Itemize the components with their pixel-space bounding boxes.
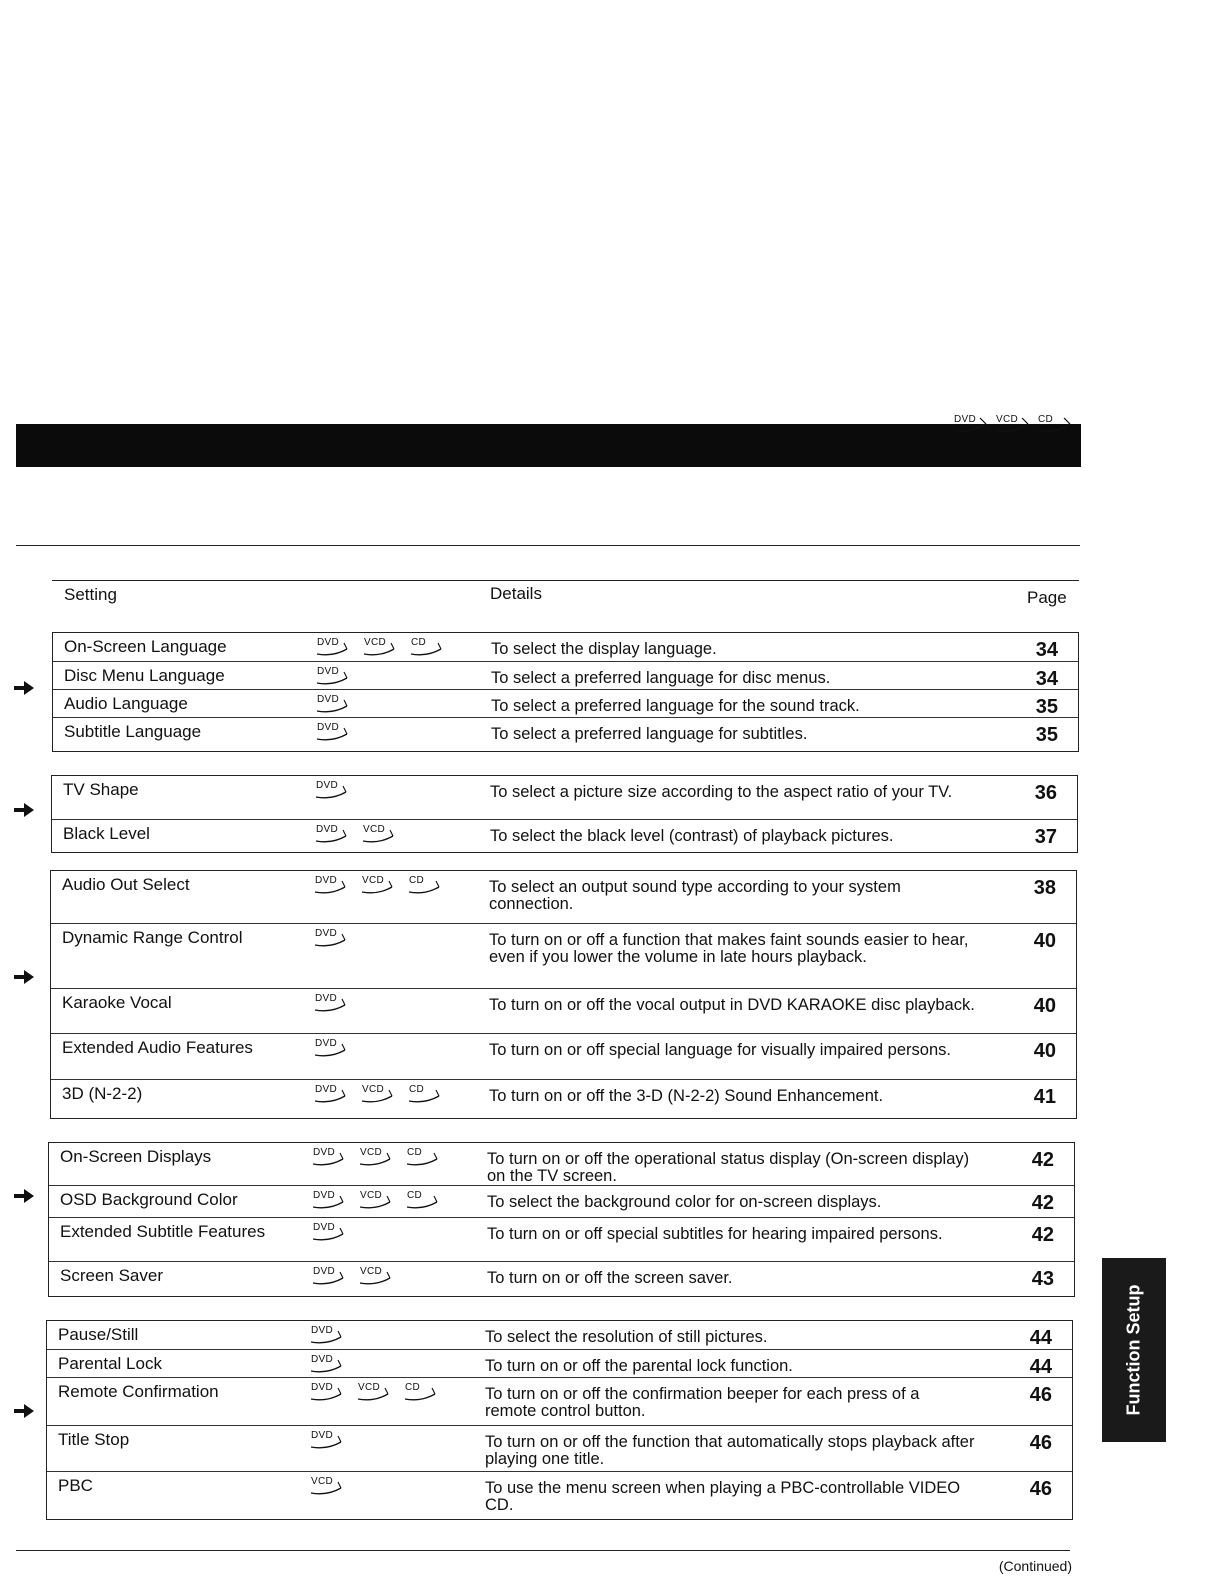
disc-badge: DVD (314, 780, 352, 800)
disc-type-badges (313, 993, 351, 1013)
disc-type-badges (315, 694, 353, 714)
disc-type-badges (311, 1190, 443, 1210)
disc-type-badges (314, 824, 399, 844)
disc-type-badges (309, 1354, 347, 1374)
table-row (52, 776, 1077, 819)
disc-type-badges (313, 1084, 445, 1104)
table-row (49, 1143, 1074, 1185)
disc-badge: VCD (362, 637, 400, 657)
setting-name: OSD Background Color (60, 1190, 238, 1209)
table-row (51, 871, 1076, 923)
page-number: 37 (1034, 826, 1057, 848)
arrow-right-icon (12, 802, 36, 818)
disc-badge: DVD (313, 1038, 351, 1058)
disc-badge: CD (1036, 414, 1074, 434)
setting-name: Pause/Still (58, 1325, 139, 1344)
setting-name: Karaoke Vocal (62, 993, 172, 1012)
settings-group (48, 1142, 1075, 1297)
setting-details: To turn on or off a function that makes faint sounds easier to hear, even if you lower the volume in late hours playback. (489, 931, 969, 966)
disc-badge: DVD (311, 1190, 349, 1210)
setting-details: To turn on or off the confirmation beeper for each press of a remote control button. (485, 1385, 920, 1420)
divider (16, 1550, 1070, 1551)
setting-name: Dynamic Range Control (62, 928, 243, 947)
column-heading-setting: Setting (64, 585, 117, 604)
setting-name: Screen Saver (60, 1266, 163, 1285)
disc-badge: VCD (360, 875, 398, 895)
disc-badge: DVD (315, 637, 353, 657)
settings-group (51, 775, 1078, 853)
setting-name: Subtitle Language (64, 722, 202, 741)
disc-badge: CD (405, 1190, 443, 1210)
disc-type-badges (309, 1430, 347, 1450)
setting-name: PBC (58, 1476, 93, 1495)
setting-name: On-Screen Displays (60, 1147, 212, 1166)
page-number: 46 (1029, 1432, 1052, 1454)
setting-name: Title Stop (58, 1430, 130, 1449)
disc-badge: DVD (309, 1430, 347, 1450)
setting-name: Remote Confirmation (58, 1382, 219, 1401)
setting-details: To select a preferred language for the sound track. (491, 697, 860, 715)
page-number: 40 (1033, 930, 1056, 952)
settings-group (46, 1320, 1073, 1520)
setting-details: To select a preferred language for disc menus. (491, 669, 831, 687)
disc-type-badges (311, 1147, 443, 1167)
disc-type-badges (313, 928, 351, 948)
page-number: 44 (1029, 1356, 1052, 1378)
header-disc-badges (952, 414, 1074, 432)
disc-type-badges (315, 666, 353, 686)
disc-badge: CD (407, 1084, 445, 1104)
arrow-right-icon (12, 680, 36, 696)
disc-badge: DVD (315, 722, 353, 742)
setting-details: To select a picture size according to the aspect ratio of your TV. (490, 783, 953, 801)
page-number: 42 (1031, 1149, 1054, 1171)
arrow-right-icon (12, 1188, 36, 1204)
disc-badge: VCD (360, 1084, 398, 1104)
setting-details: To select the display language. (491, 640, 717, 658)
disc-badge: DVD (315, 666, 353, 686)
setting-name: Audio Language (64, 694, 188, 713)
table-row (49, 1261, 1074, 1299)
disc-badge: CD (403, 1382, 441, 1402)
table-row (47, 1377, 1072, 1426)
disc-type-badges (311, 1222, 349, 1242)
disc-type-badges (313, 1038, 351, 1058)
arrow-right-icon (12, 969, 36, 985)
page-number: 35 (1035, 724, 1058, 746)
continued-note: (Continued) (998, 1558, 1072, 1574)
disc-badge: VCD (994, 414, 1032, 434)
table-row (53, 633, 1078, 661)
disc-badge: DVD (309, 1382, 347, 1402)
page-number: 40 (1033, 995, 1056, 1017)
column-heading-details: Details (490, 584, 542, 603)
setting-name: TV Shape (63, 780, 139, 799)
disc-badge: DVD (952, 414, 990, 434)
disc-badge: CD (407, 875, 445, 895)
table-row (47, 1321, 1072, 1349)
table-row (51, 988, 1076, 1034)
disc-badge: DVD (311, 1147, 349, 1167)
table-row (51, 923, 1076, 989)
disc-type-badges (313, 875, 445, 895)
disc-badge: VCD (309, 1476, 347, 1496)
table-row (53, 717, 1078, 754)
arrow-right-icon (12, 1403, 36, 1419)
page-number: 43 (1031, 1268, 1054, 1290)
disc-badge: DVD (309, 1354, 347, 1374)
page-number: 40 (1033, 1040, 1056, 1062)
setting-name: Black Level (63, 824, 150, 843)
column-heading-page: Page (1027, 588, 1067, 607)
disc-badge: CD (409, 637, 447, 657)
setting-name: Extended Audio Features (62, 1038, 253, 1057)
section-tab (1102, 1258, 1166, 1442)
setting-details: To turn on or off the 3-D (N-2-2) Sound Enhancement. (489, 1087, 884, 1105)
setting-details: To turn on or off the vocal output in DVD KARAOKE disc playback. (489, 996, 975, 1014)
setting-details: To select an output sound type according to your system connection. (489, 878, 901, 913)
divider (16, 545, 1080, 546)
disc-type-badges (315, 722, 353, 742)
disc-badge: VCD (358, 1147, 396, 1167)
setting-name: 3D (N-2-2) (62, 1084, 143, 1103)
disc-type-badges (311, 1266, 396, 1286)
setting-details: To turn on or off the screen saver. (487, 1269, 733, 1287)
disc-badge: DVD (311, 1266, 349, 1286)
disc-type-badges (309, 1382, 441, 1402)
setting-details: To select a preferred language for subtitles. (491, 725, 808, 743)
disc-badge: DVD (311, 1222, 349, 1242)
page-number: 41 (1033, 1086, 1056, 1108)
setting-name: Audio Out Select (62, 875, 190, 894)
page-number: 44 (1029, 1327, 1052, 1349)
disc-type-badges (315, 637, 447, 657)
table-row (47, 1471, 1072, 1522)
disc-badge: DVD (313, 993, 351, 1013)
page-number: 38 (1033, 877, 1056, 899)
settings-group (52, 632, 1079, 752)
setting-details: To select the resolution of still pictures. (485, 1328, 768, 1346)
setting-name: On-Screen Language (64, 637, 227, 656)
page-number: 42 (1031, 1224, 1054, 1246)
disc-badge: DVD (313, 928, 351, 948)
page-number: 42 (1031, 1192, 1054, 1214)
table-row (49, 1185, 1074, 1218)
disc-badge: DVD (315, 694, 353, 714)
disc-badge: VCD (358, 1266, 396, 1286)
page-number: 34 (1035, 639, 1058, 661)
table-row (53, 661, 1078, 690)
setting-details: To select the background color for on-screen displays. (487, 1193, 882, 1211)
page-number: 36 (1034, 782, 1057, 804)
page-number: 34 (1035, 668, 1058, 690)
disc-badge: DVD (314, 824, 352, 844)
table-row (52, 819, 1077, 855)
table-row (47, 1425, 1072, 1472)
table-row (53, 689, 1078, 718)
setting-name: Disc Menu Language (64, 666, 225, 685)
table-row (51, 1033, 1076, 1080)
disc-badge: DVD (313, 875, 351, 895)
setting-name: Extended Subtitle Features (60, 1222, 266, 1241)
divider (52, 580, 1079, 581)
setting-details: To turn on or off the function that automatically stops playback after playing one title. (485, 1433, 975, 1468)
disc-badge: VCD (361, 824, 399, 844)
disc-badge: DVD (309, 1325, 347, 1345)
page-number: 46 (1029, 1478, 1052, 1500)
page-number: 46 (1029, 1384, 1052, 1406)
table-row (51, 1079, 1076, 1121)
disc-badge: VCD (358, 1190, 396, 1210)
table-row (49, 1217, 1074, 1262)
setting-details: To turn on or off special language for visually impaired persons. (489, 1041, 951, 1059)
setting-details: To use the menu screen when playing a PBC-controllable VIDEO CD. (485, 1479, 961, 1514)
section-header-bar (16, 424, 1081, 467)
section-tab-label: Function Setup (1123, 1284, 1144, 1416)
disc-type-badges (314, 780, 352, 800)
setting-details: To turn on or off the parental lock function. (485, 1357, 793, 1375)
disc-type-badges (309, 1325, 347, 1345)
setting-details: To turn on or off special subtitles for hearing impaired persons. (487, 1225, 943, 1243)
setting-details: To select the black level (contrast) of playback pictures. (490, 827, 894, 845)
page-number: 35 (1035, 696, 1058, 718)
disc-badge: CD (405, 1147, 443, 1167)
disc-badge: VCD (356, 1382, 394, 1402)
disc-badge: DVD (313, 1084, 351, 1104)
setting-name: Parental Lock (58, 1354, 162, 1373)
setting-details: To turn on or off the operational status display (On-screen display) on the TV screen. (487, 1150, 970, 1185)
settings-group (50, 870, 1077, 1119)
disc-type-badges (309, 1476, 347, 1496)
table-row (47, 1349, 1072, 1378)
